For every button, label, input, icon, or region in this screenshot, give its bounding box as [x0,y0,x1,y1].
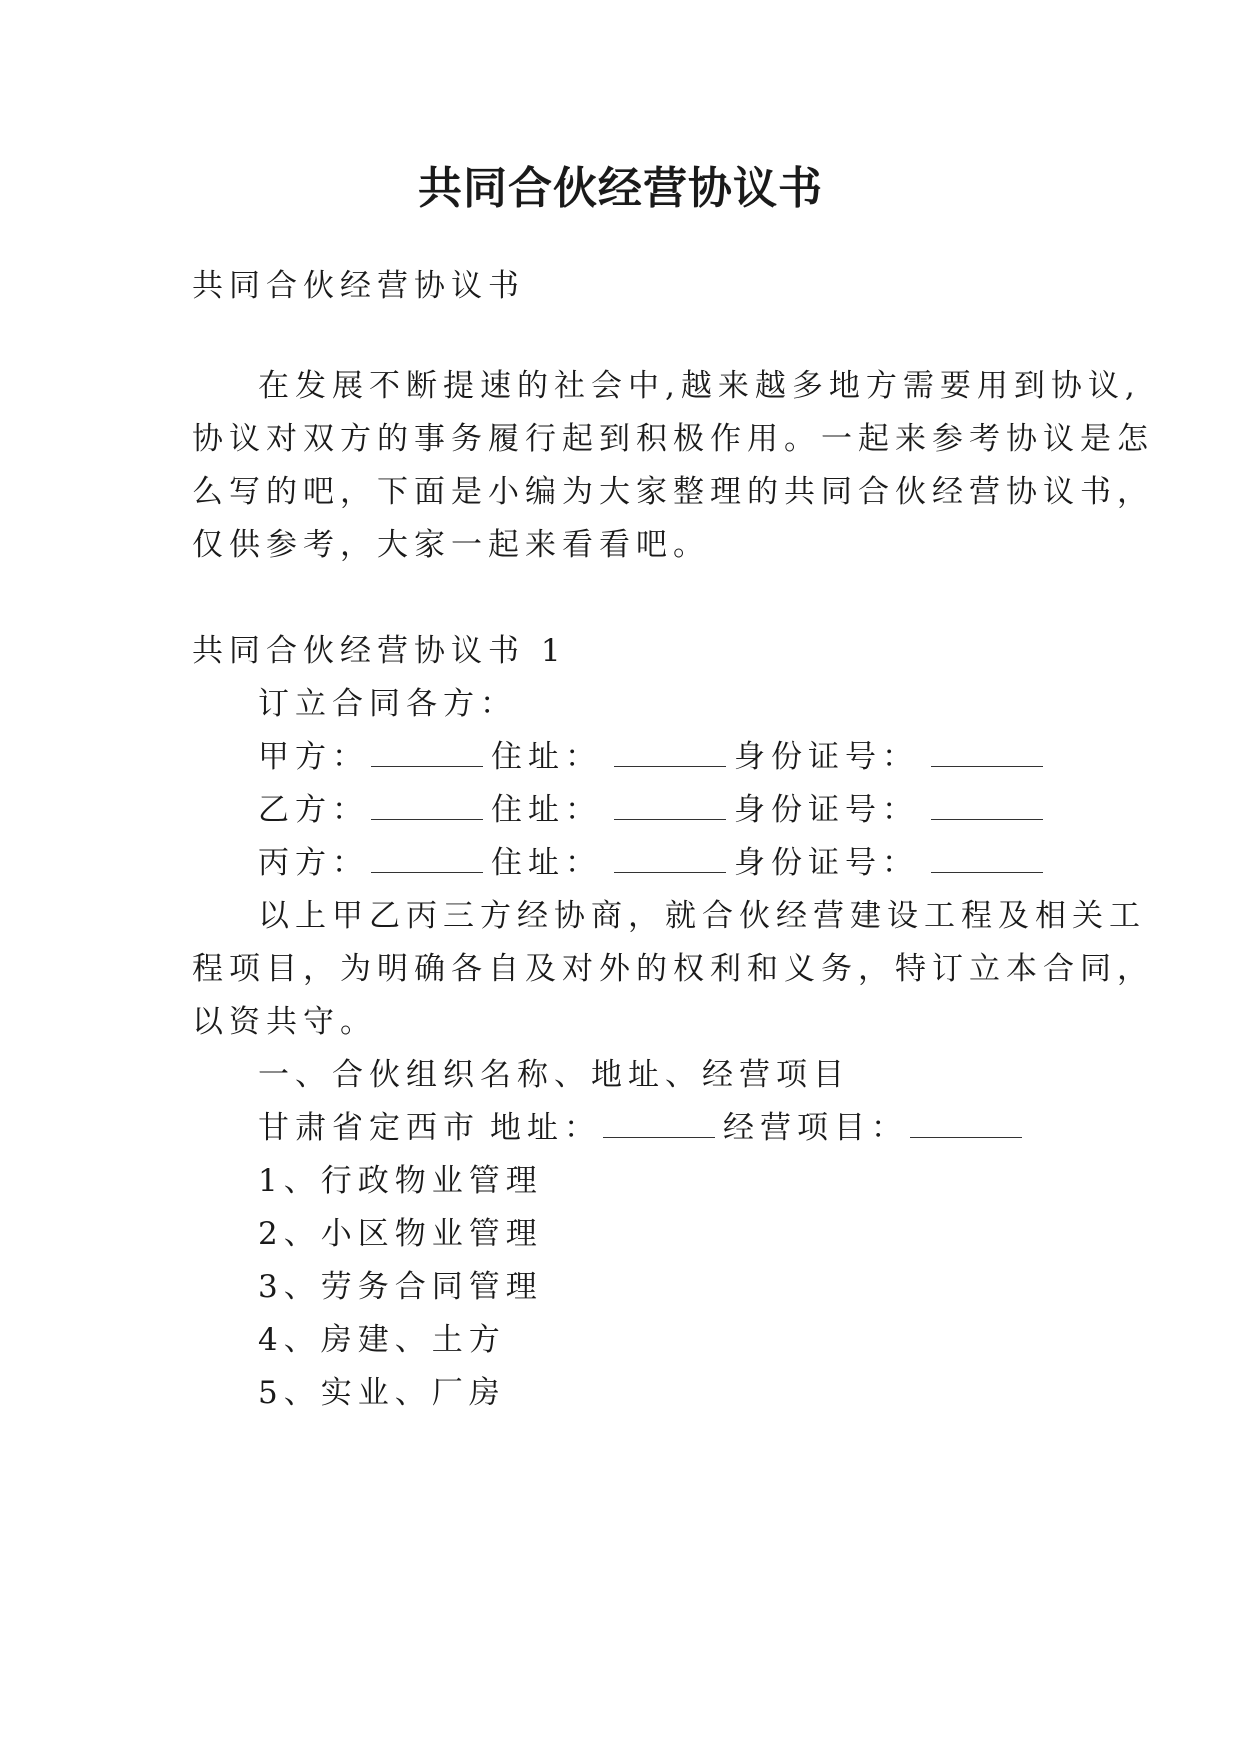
party-name-blank [371,791,483,820]
address-blank [614,738,726,767]
intro-line-2: 协议对双方的事务履行起到积极作用。一起来参考协议是怎 [192,421,1154,457]
location-address-label: 地址： [490,1110,601,1146]
party-name-blank [371,844,483,873]
party-row-c [258,843,1051,883]
parties-heading: 订立合同各方： [258,686,517,722]
party-label: 甲方： [258,739,369,775]
id-label: 身份证号： [734,792,919,828]
list-item: 5、实业、厂房 [258,1375,506,1411]
agreement-line-1: 以上甲乙丙三方经协商，就合伙经营建设工程及相关工 [258,898,1146,934]
location-address-blank [603,1109,715,1138]
section-heading: 共同合伙经营协议书 1 [192,633,567,669]
location-row [258,1108,1030,1148]
id-blank [931,844,1043,873]
party-name-blank [371,738,483,767]
clause-1-heading: 一、合伙组织名称、地址、经营项目 [258,1057,850,1093]
party-label: 乙方： [258,792,369,828]
id-blank [931,791,1043,820]
id-blank [931,738,1043,767]
business-label: 经营项目： [723,1110,908,1146]
agreement-line-2: 程项目，为明确各自及对外的权利和义务，特订立本合同， [192,951,1154,987]
id-label: 身份证号： [734,845,919,881]
party-row-a [258,737,1051,777]
address-label: 住址： [491,792,602,828]
address-blank [614,844,726,873]
id-label: 身份证号： [734,739,919,775]
party-label: 丙方： [258,845,369,881]
intro-line-1: 在发展不断提速的社会中,越来越多地方需要用到协议, [258,368,1141,404]
document-subtitle: 共同合伙经营协议书 [192,268,525,304]
address-blank [614,791,726,820]
document-title: 共同合伙经营协议书 [418,163,823,214]
agreement-line-3: 以资共守。 [192,1004,377,1040]
list-item: 1、行政物业管理 [258,1163,543,1199]
location-name: 甘肃省定西市 [258,1110,480,1146]
list-item: 3、劳务合同管理 [258,1269,543,1305]
list-item: 2、小区物业管理 [258,1216,543,1252]
intro-line-4: 仅供参考，大家一起来看看吧。 [192,527,710,563]
list-item: 4、房建、土方 [258,1322,506,1358]
address-label: 住址： [491,845,602,881]
address-label: 住址： [491,739,602,775]
party-row-b [258,790,1051,830]
intro-line-3: 么写的吧，下面是小编为大家整理的共同合伙经营协议书， [192,474,1154,510]
business-blank [910,1109,1022,1138]
